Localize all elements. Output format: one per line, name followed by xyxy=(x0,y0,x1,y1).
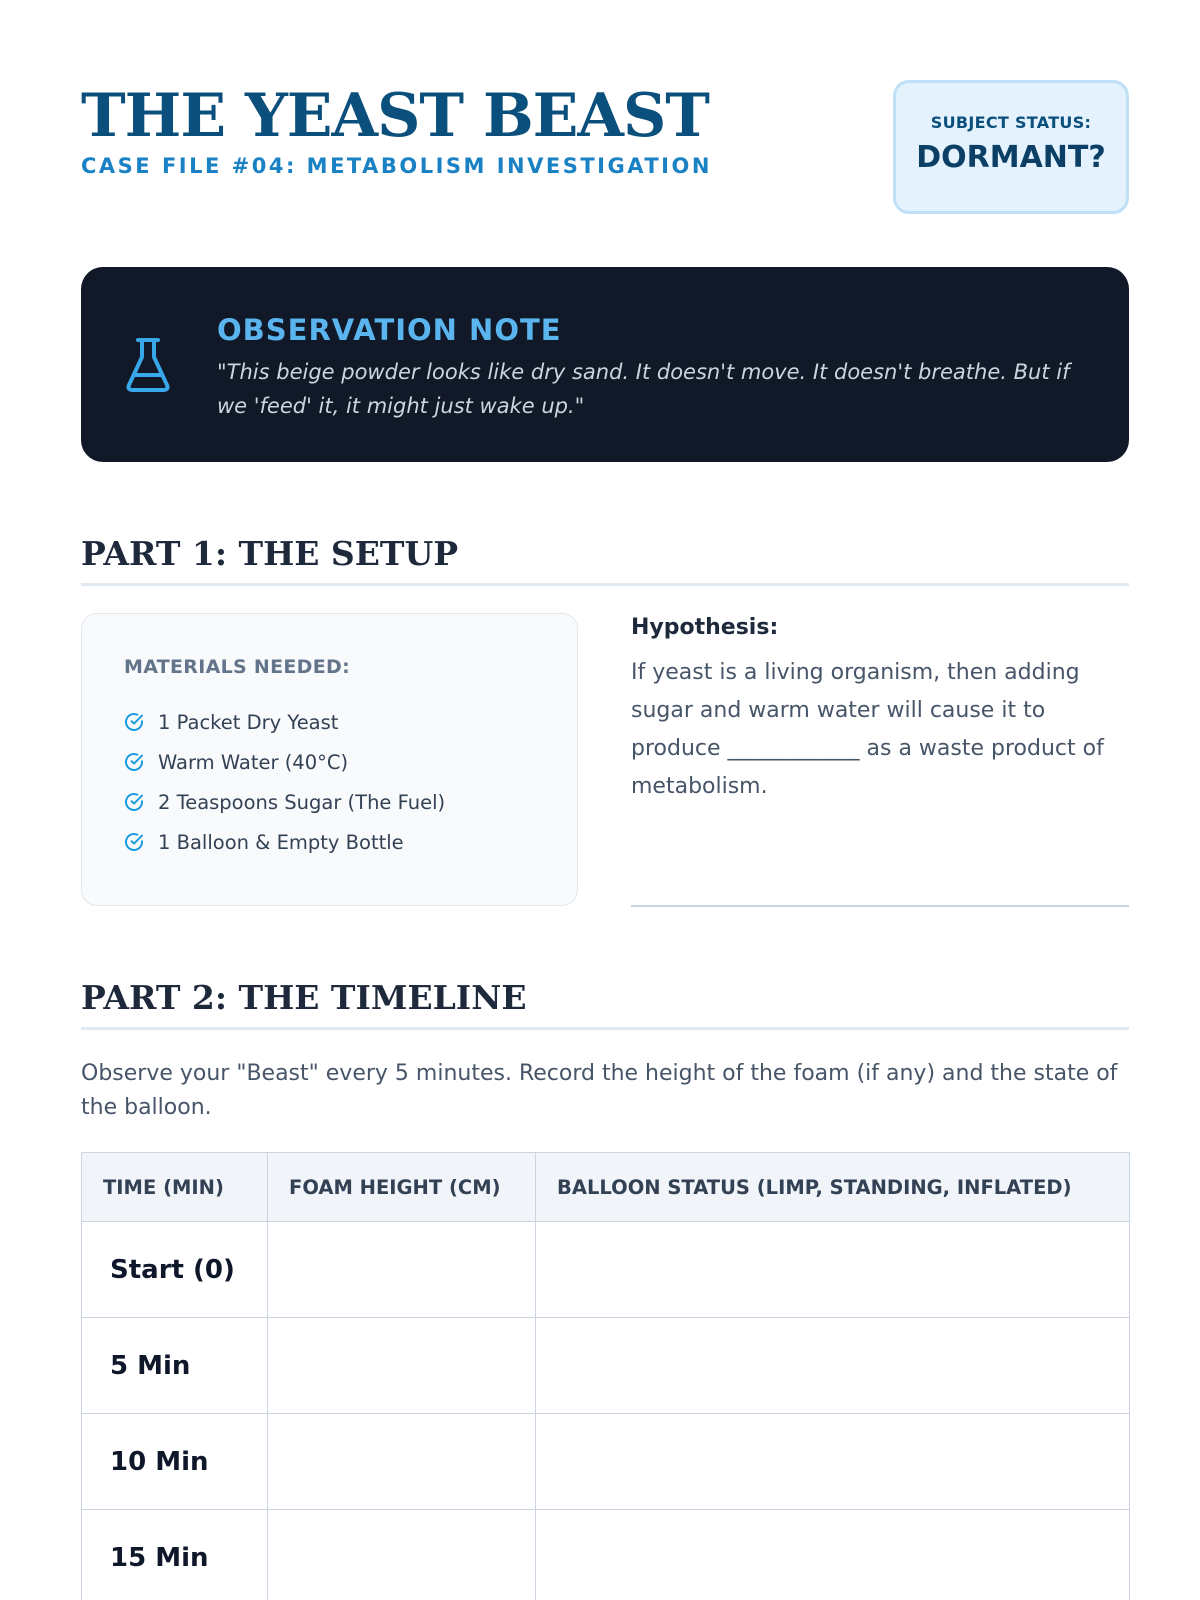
materials-list xyxy=(124,702,445,862)
foam-height-cell[interactable] xyxy=(268,1318,536,1414)
column-header-balloon: BALLOON STATUS (LIMP, STANDING, INFLATED) xyxy=(536,1153,1130,1222)
table-header-row xyxy=(82,1153,1130,1222)
table-row xyxy=(82,1414,1130,1510)
time-cell: 15 Min xyxy=(82,1510,268,1600)
hypothesis-block[interactable] xyxy=(631,615,1129,907)
material-label: 1 Packet Dry Yeast xyxy=(158,710,339,734)
material-label: Warm Water (40°C) xyxy=(158,750,349,774)
status-badge xyxy=(893,80,1129,214)
materials-card xyxy=(81,613,578,906)
list-item xyxy=(124,822,445,862)
material-label: 2 Teaspoons Sugar (The Fuel) xyxy=(158,790,446,814)
check-circle-icon xyxy=(124,832,144,852)
page-subtitle: CASE FILE #04: METABOLISM INVESTIGATION xyxy=(81,154,712,178)
material-label: 1 Balloon & Empty Bottle xyxy=(158,830,404,854)
balloon-status-cell[interactable] xyxy=(536,1414,1130,1510)
check-circle-icon xyxy=(124,792,144,812)
timeline-instructions: Observe your "Beast" every 5 minutes. Record the height of the foam (if any) and the state of the balloon. xyxy=(81,1061,1118,1120)
worksheet-page xyxy=(81,0,1129,1600)
balloon-status-cell[interactable] xyxy=(536,1222,1130,1318)
table-row xyxy=(82,1222,1130,1318)
time-cell: 5 Min xyxy=(82,1318,268,1414)
time-cell: 10 Min xyxy=(82,1414,268,1510)
section-title-part1: PART 1: THE SETUP xyxy=(81,534,1129,586)
column-header-time: TIME (MIN) xyxy=(82,1153,268,1222)
check-circle-icon xyxy=(124,752,144,772)
list-item xyxy=(124,702,445,742)
balloon-status-cell[interactable] xyxy=(536,1510,1130,1600)
foam-height-cell[interactable] xyxy=(268,1510,536,1600)
note-text: "This beige powder looks like dry sand. It doesn't move. It doesn't breathe. But if we 'feed' it, it might just wake up." xyxy=(217,360,1070,418)
table-row xyxy=(82,1318,1130,1414)
status-label: SUBJECT STATUS: xyxy=(930,113,1092,132)
timeline-table xyxy=(81,1152,1130,1600)
section-title-part2: PART 2: THE TIMELINE xyxy=(81,978,1129,1030)
list-item xyxy=(124,742,445,782)
check-circle-icon xyxy=(124,712,144,732)
observation-note xyxy=(81,267,1129,462)
column-header-foam: FOAM HEIGHT (CM) xyxy=(268,1153,536,1222)
header xyxy=(81,80,1129,214)
materials-title: MATERIALS NEEDED: xyxy=(124,656,350,678)
flask-icon xyxy=(125,337,171,393)
list-item xyxy=(124,782,445,822)
hypothesis-text: If yeast is a living organism, then adding sugar and warm water will cause it to produce ____________ as a waste product of metabolism. xyxy=(631,660,1104,799)
time-cell: Start (0) xyxy=(82,1222,268,1318)
balloon-status-cell[interactable] xyxy=(536,1318,1130,1414)
foam-height-cell[interactable] xyxy=(268,1222,536,1318)
status-value: DORMANT? xyxy=(916,140,1106,175)
hypothesis-label: Hypothesis: xyxy=(631,615,779,640)
table-row xyxy=(82,1510,1130,1600)
foam-height-cell[interactable] xyxy=(268,1414,536,1510)
page-title: THE YEAST BEAST xyxy=(81,81,709,151)
note-title: OBSERVATION NOTE xyxy=(217,313,562,347)
